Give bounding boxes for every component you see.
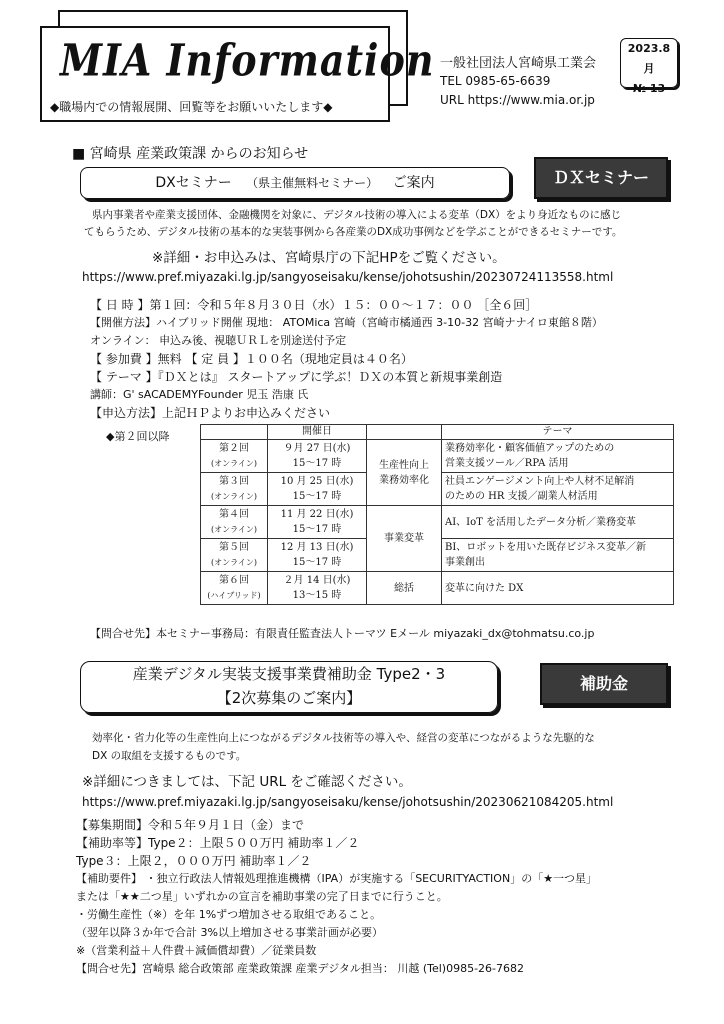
- dx-title-main: DXセミナー: [155, 175, 232, 191]
- category-cell: 事業変革: [367, 506, 442, 572]
- dx-intro-line1: 県内事業者や産業支援団体、金融機関を対象に、デジタル技術の導入による変革（DX）をより身近なものに感じ: [92, 209, 622, 221]
- subsidy-detail-notice: ※詳細につきましては、下記 URL をご確認ください。: [82, 774, 412, 790]
- dx-title-sub: （県主催無料セミナー）: [246, 176, 379, 190]
- subsidy-title-box: [80, 661, 498, 713]
- dx-contact: 【問合せ先】本セミナー事務局：有限責任監査法人トーマツ Eメール miyazaki_dx@tohmatsu.co.jp: [90, 627, 595, 640]
- session-mode: (オンライン): [210, 492, 257, 501]
- table-label: ◆第２回以降: [106, 430, 170, 443]
- org-url[interactable]: URL https://www.mia.or.jp: [440, 93, 595, 107]
- date-cell: ９月 27 日(水): [283, 443, 351, 454]
- org-tel: TEL 0985-65-6639: [440, 74, 551, 88]
- issue-box: [620, 38, 678, 95]
- dx-seminar-title-box: [80, 167, 510, 199]
- dx-detail-fee: 【 参加費 】無料 【 定 員 】１００名（現地定員は４０名）: [90, 352, 413, 366]
- subsidy-badge: 補助金: [540, 663, 668, 705]
- subsidy-title-line2: 【2次募集のご案内】: [216, 689, 362, 707]
- seminar-schedule-table: [200, 424, 674, 605]
- subsidy-url-link[interactable]: https://www.pref.miyazaki.lg.jp/sangyoseisaku/kense/johotsushin/20230621084205.html: [82, 795, 614, 809]
- table-row: [201, 572, 674, 605]
- dx-detail-notice: ※詳細・お申込みは、宮崎県庁の下記HPをご覧ください。: [152, 250, 506, 266]
- session-cell: 第２回: [219, 443, 249, 454]
- table-header-row: [201, 425, 674, 440]
- date-cell: 10 月 25 日(水): [280, 476, 354, 487]
- dx-title-tail: ご案内: [392, 175, 435, 191]
- subsidy-rate-type3: Type３：上限２，０００万円 補助率１／２: [76, 854, 312, 868]
- dx-detail-method: 【開催方法】ハイブリッド開催 現地： ATOMica 宮崎（宮崎市橘通西 3-10-32 宮崎ナナイロ東館８階）: [90, 316, 603, 329]
- theme-cell: 業務効率化・顧客価値アップのための 営業支援ツール／RPA 活用: [442, 440, 674, 473]
- theme-cell: AI、IoT を活用したデータ分析／業務変革: [442, 506, 674, 539]
- subsidy-requirement-2b: （翌年以降３か年で合計 3%以上増加させる事業計画が必要）: [76, 926, 383, 939]
- subsidy-requirement-1b: または「★★二つ星」いずれかの宣言を補助事業の完了日までに行うこと。: [76, 890, 448, 903]
- date-cell: 11 月 22 日(水): [280, 509, 354, 520]
- table-row: [201, 506, 674, 539]
- time-cell: 13～15 時: [292, 590, 342, 601]
- category-cell: 生産性向上 業務効率化: [367, 440, 442, 506]
- table-header: 開催日: [268, 425, 367, 440]
- issue-number: № 13: [632, 82, 666, 95]
- time-cell: 15～17 時: [292, 524, 342, 535]
- subsidy-contact: 【問合せ先】宮崎県 総合政策部 産業政策課 産業デジタル担当： 川越 (Tel)0985-26-7682: [76, 962, 525, 975]
- table-header: [367, 425, 442, 440]
- section-heading: ■ 宮崎県 産業政策課 からのお知らせ: [72, 146, 309, 162]
- date-cell: 12 月 13 日(水): [280, 542, 354, 553]
- theme-cell: BI、ロボットを用いた既存ビジネス変革／新 事業創出: [442, 539, 674, 572]
- dx-detail-apply: 【申込方法】上記ＨＰよりお申込みください: [90, 406, 331, 420]
- subsidy-requirement-note: ※（営業利益＋人件費＋減価償却費）／従業員数: [76, 944, 317, 957]
- subsidy-intro-line1: 効率化・省力化等の生産性向上につながるデジタル技術等の導入や、経営の変革につながるような先駆的な: [92, 732, 595, 744]
- session-cell: 第４回: [219, 509, 249, 520]
- session-mode: (オンライン): [210, 459, 257, 468]
- dx-intro-line2: てもらうため、デジタル技術の基本的な実装事例から各産業のDX成功事例などを学ぶことができるセミナーです。: [84, 226, 623, 238]
- category-cell: 総括: [367, 572, 442, 605]
- dx-detail-datetime: 【 日 時 】第１回：令和５年８月３０日（水）１５：００～１７：００ ［全６回］: [90, 298, 538, 312]
- table-header: テーマ: [442, 425, 674, 440]
- session-cell: 第６回: [219, 575, 249, 586]
- time-cell: 15～17 時: [292, 557, 342, 568]
- org-name: 一般社団法人宮崎県工業会: [440, 56, 597, 71]
- table-row: [201, 440, 674, 473]
- theme-cell: 社員エンゲージメント向上や人材不足解消 のための HR 支援／副業人材活用: [442, 473, 674, 506]
- subsidy-requirement-2: ・労働生産性（※）を年 1%ずつ増加させる取組であること。: [76, 908, 382, 921]
- session-mode: (オンライン): [210, 525, 257, 534]
- subsidy-requirement-1: 【補助要件】 ・独立行政法人情報処理推進機構（IPA）が実施する「SECURITYACTION」の「★一つ星」: [76, 872, 598, 885]
- time-cell: 15～17 時: [292, 458, 342, 469]
- session-cell: 第５回: [219, 542, 249, 553]
- dx-detail-online: オンライン： 申込み後、視聴ＵＲＬを別途送付予定: [90, 334, 347, 347]
- dx-detail-lecturer: 講師：G' sACADEMYFounder 児玉 浩康 氏: [90, 388, 309, 401]
- dx-url-link[interactable]: https://www.pref.miyazaki.lg.jp/sangyoseisaku/kense/johotsushin/20230724113558.html: [82, 270, 614, 284]
- theme-cell: 変革に向けた DX: [442, 572, 674, 605]
- subsidy-period: 【募集期間】令和５年９月１日（金）まで: [76, 818, 305, 832]
- subsidy-title-line1: 産業デジタル実装支援事業費補助金 Type2・3: [132, 665, 446, 683]
- table-header: [201, 425, 268, 440]
- header-tagline: ◆職場内での情報展開、回覧等をお願いいたします◆: [50, 100, 333, 114]
- session-cell: 第３回: [219, 476, 249, 487]
- date-cell: ２月 14 日(水): [283, 575, 351, 586]
- subsidy-rate-type2: 【補助率等】Type２：上限５００万円 補助率１／２: [76, 836, 360, 850]
- subsidy-intro-line2: DX の取組を支援するものです。: [92, 750, 247, 762]
- session-mode: (オンライン): [210, 558, 257, 567]
- issue-date: 2023.8 月: [627, 42, 671, 75]
- dx-seminar-badge: ＤＸセミナー: [534, 157, 668, 199]
- dx-detail-theme: 【 テーマ 】『ＤＸとは』 スタートアップに学ぶ！ＤＸの本質と新規事業創造: [90, 370, 503, 384]
- time-cell: 15～17 時: [292, 491, 342, 502]
- session-mode: (ハイブリッド): [207, 591, 261, 600]
- newsletter-logo: MIA Information: [60, 34, 435, 86]
